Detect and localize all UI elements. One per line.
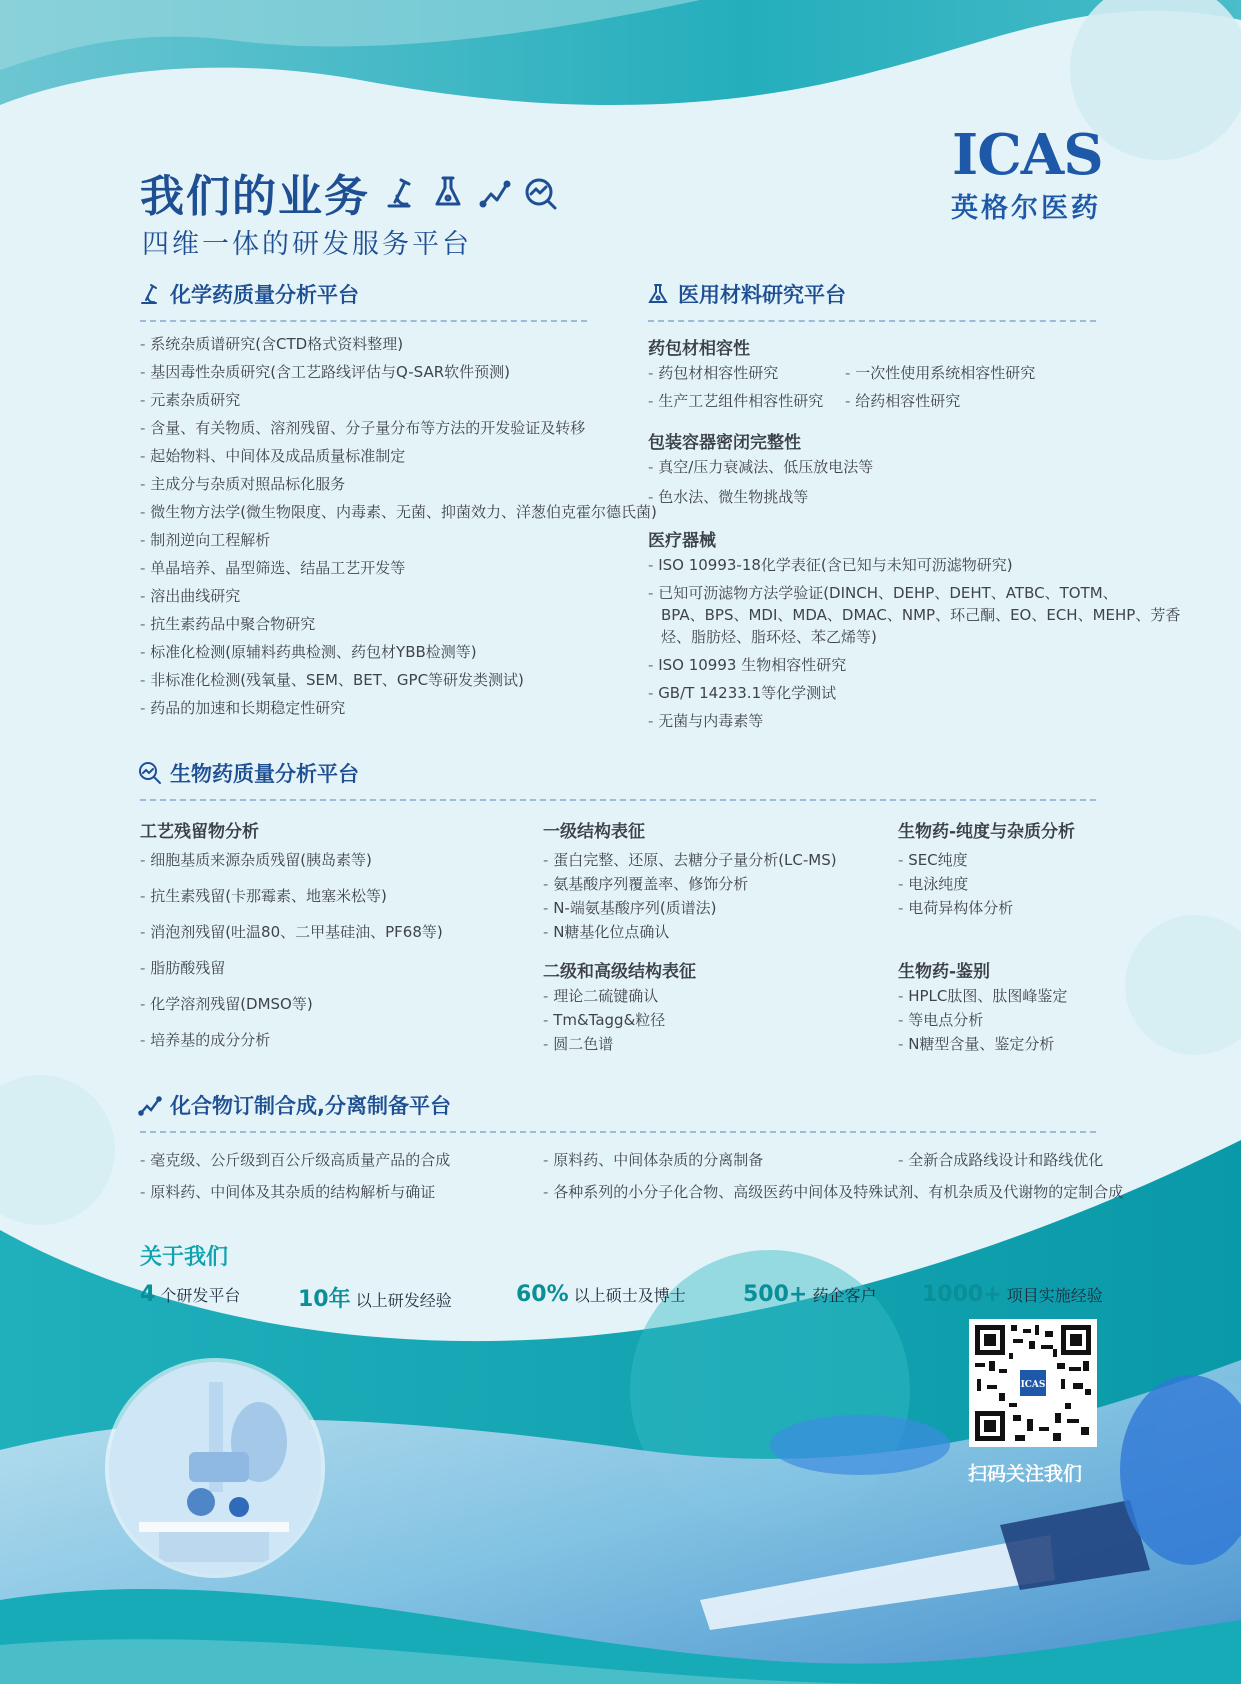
bio-c1-list: [140, 849, 443, 1065]
list-item: - 消泡剂残留(吐温80、二甲基硅油、PF68等): [140, 921, 443, 957]
stat-number: 10年: [298, 1287, 351, 1312]
bio-c3a-list: [898, 849, 1013, 921]
list-item: - 细胞基质来源杂质残留(胰岛素等): [140, 849, 443, 885]
med-group-title: 医疗器械: [648, 531, 716, 551]
about-title: 关于我们: [140, 1245, 229, 1270]
stat-number: 1000+: [922, 1282, 1002, 1307]
stat-number: 4: [140, 1282, 156, 1307]
stat-number: 500+: [743, 1282, 808, 1307]
magnifier-chart-icon: [138, 761, 162, 785]
list-item: - 生产工艺组件相容性研究: [648, 390, 823, 418]
qr-label: 扫码关注我们: [968, 1463, 1083, 1485]
list-item: - 元素杂质研究: [140, 389, 657, 417]
list-item: - 含量、有关物质、溶剂残留、分子量分布等方法的开发验证及转移: [140, 417, 657, 445]
list-item: - GB/T 14233.1等化学测试: [648, 682, 846, 710]
med-g3-continuation: [661, 604, 1180, 648]
bio-group-title: 一级结构表征: [543, 822, 645, 842]
bio-c2b-list: [543, 985, 665, 1057]
stat-number: 60%: [516, 1282, 569, 1307]
flask-icon: [437, 178, 459, 204]
synth-r1-c3: [898, 1149, 1103, 1170]
page-title: 我们的业务: [140, 171, 370, 222]
section-title-chem-label: 化学药质量分析平台: [170, 283, 359, 307]
bio-c3b-list: [898, 985, 1067, 1057]
list-item: - N糖基化位点确认: [543, 921, 837, 945]
list-item: - SEC纯度: [898, 849, 1013, 873]
bio-group-title: 生物药-鉴别: [898, 962, 991, 982]
list-item: - 培养基的成分分析: [140, 1029, 443, 1065]
microscope-icon: [389, 180, 409, 206]
list-item: - 电泳纯度: [898, 873, 1013, 897]
section-title-med: [646, 279, 846, 309]
list-item: - 标准化检测(原辅料药典检测、药包材YBB检测等): [140, 641, 657, 669]
med-g3-list: [648, 554, 1118, 604]
list-item-continuation: BPA、BPS、MDI、MDA、DMAC、NMP、环己酮、EO、ECH、MEHP、芳香: [661, 606, 1181, 624]
list-item: - 主成分与杂质对照品标化服务: [140, 473, 657, 501]
list-item: - 全新合成路线设计和路线优化: [898, 1149, 1103, 1170]
section-title-chem: [138, 279, 359, 309]
section-title-bio: [138, 758, 359, 788]
list-item-continuation: 烃、脂肪烃、脂环烃、苯乙烯等): [661, 628, 877, 646]
list-item: - HPLC肽图、肽图峰鉴定: [898, 985, 1067, 1009]
section-title-synth: [138, 1090, 451, 1120]
magnifier-chart-icon: [527, 180, 555, 208]
list-item: - 单晶培养、晶型筛选、结晶工艺开发等: [140, 557, 657, 585]
list-item: - 系统杂质谱研究(含CTD格式资料整理): [140, 333, 657, 361]
bio-c2a-list: [543, 849, 837, 945]
stat-platforms: [140, 1282, 240, 1307]
med-g3-list-rest: [648, 654, 846, 738]
line-chart-icon: [481, 182, 509, 206]
page-subtitle: 四维一体的研发服务平台: [142, 229, 472, 260]
med-g2-list: [648, 456, 873, 516]
list-item: - 抗生素药品中聚合物研究: [140, 613, 657, 641]
qr-code[interactable]: [969, 1319, 1097, 1447]
section-title-synth-label: 化合物订制合成,分离制备平台: [170, 1094, 451, 1118]
divider: [140, 1131, 1096, 1133]
bio-group-title: 二级和高级结构表征: [543, 962, 696, 982]
chem-list: [140, 333, 657, 725]
list-item: - 原料药、中间体杂质的分离制备: [543, 1149, 763, 1170]
stat-label: 项目实施经验: [1006, 1286, 1103, 1305]
divider: [140, 320, 587, 322]
list-item: - 药品的加速和长期稳定性研究: [140, 697, 657, 725]
list-item: - 已知可沥滤物方法学验证(DINCH、DEHP、DEHT、ATBC、TOTM、: [648, 582, 1118, 604]
header-icons: [383, 174, 563, 214]
list-item: - 色水法、微生物挑战等: [648, 486, 873, 516]
stat-degrees: [516, 1282, 686, 1307]
list-item: - 各种系列的小分子化合物、高级医药中间体及特殊试剂、有机杂质及代谢物的定制合成: [543, 1181, 1123, 1202]
qr-badge-logo: ICAS: [1020, 1380, 1046, 1390]
microscope-icon: [138, 282, 162, 306]
list-item: - 氨基酸序列覆盖率、修饰分析: [543, 873, 837, 897]
list-item: - 非标准化检测(残氧量、SEM、BET、GPC等研发类测试): [140, 669, 657, 697]
list-item: - 脂肪酸残留: [140, 957, 443, 993]
list-item: - 一次性使用系统相容性研究: [845, 362, 1035, 390]
list-item: - 化学溶剂残留(DMSO等): [140, 993, 443, 1029]
list-item: - 圆二色谱: [543, 1033, 665, 1057]
synth-r1-c2: [543, 1149, 763, 1170]
list-item: - ISO 10993-18化学表征(含已知与未知可沥滤物研究): [648, 554, 1118, 582]
med-g1-col1: [648, 362, 823, 418]
list-item: - ISO 10993 生物相容性研究: [648, 654, 846, 682]
list-item: - 基因毒性杂质研究(含工艺路线评估与Q-SAR软件预测): [140, 361, 657, 389]
stat-clients: [743, 1282, 876, 1307]
synth-r2-c1: [140, 1181, 435, 1202]
synth-r2-c2: [543, 1181, 1123, 1202]
divider: [648, 320, 1096, 322]
list-item: - 抗生素残留(卡那霉素、地塞米松等): [140, 885, 443, 921]
list-item: - 制剂逆向工程解析: [140, 529, 657, 557]
stat-label: 以上硕士及博士: [573, 1286, 686, 1305]
list-item: - 等电点分析: [898, 1009, 1067, 1033]
list-item: - 蛋白完整、还原、去糖分子量分析(LC-MS): [543, 849, 837, 873]
list-item: - 毫克级、公斤级到百公斤级高质量产品的合成: [140, 1149, 450, 1170]
list-item: - 微生物方法学(微生物限度、内毒素、无菌、抑菌效力、洋葱伯克霍尔德氏菌): [140, 501, 657, 529]
list-item: - 电荷异构体分析: [898, 897, 1013, 921]
bio-group-title: 生物药-纯度与杂质分析: [898, 822, 1076, 842]
list-item: - 溶出曲线研究: [140, 585, 657, 613]
med-group-title: 包装容器密闭完整性: [648, 433, 801, 453]
synth-r1-c1: [140, 1149, 450, 1170]
stat-projects: [922, 1282, 1103, 1307]
list-item: - 无菌与内毒素等: [648, 710, 846, 738]
stat-years: [298, 1282, 452, 1313]
list-item: - 理论二硫键确认: [543, 985, 665, 1009]
list-item: - 给药相容性研究: [845, 390, 1035, 418]
med-group-title: 药包材相容性: [648, 339, 750, 359]
section-title-bio-label: 生物药质量分析平台: [170, 762, 359, 786]
list-item: - 药包材相容性研究: [648, 362, 823, 390]
divider: [140, 799, 1096, 801]
bio-group-title: 工艺残留物分析: [140, 822, 259, 842]
stat-label: 以上研发经验: [355, 1291, 452, 1310]
stat-label: 药企客户: [812, 1286, 877, 1305]
lab-photo: [105, 1358, 325, 1578]
list-item: - 起始物料、中间体及成品质量标准制定: [140, 445, 657, 473]
section-title-med-label: 医用材料研究平台: [678, 283, 846, 307]
list-item: - Tm&Tagg&粒径: [543, 1009, 665, 1033]
stat-label: 个研发平台: [160, 1286, 241, 1305]
list-item: - 真空/压力衰减法、低压放电法等: [648, 456, 873, 486]
flask-icon: [646, 282, 670, 306]
list-item: - N糖型含量、鉴定分析: [898, 1033, 1067, 1057]
logo-chinese-name: 英格尔医药: [951, 193, 1101, 224]
line-chart-icon: [138, 1093, 162, 1117]
logo-text: ICAS: [952, 122, 1103, 188]
med-g1-col2: [845, 362, 1035, 418]
list-item: - N-端氨基酸序列(质谱法): [543, 897, 837, 921]
list-item: - 原料药、中间体及其杂质的结构解析与确证: [140, 1181, 435, 1202]
